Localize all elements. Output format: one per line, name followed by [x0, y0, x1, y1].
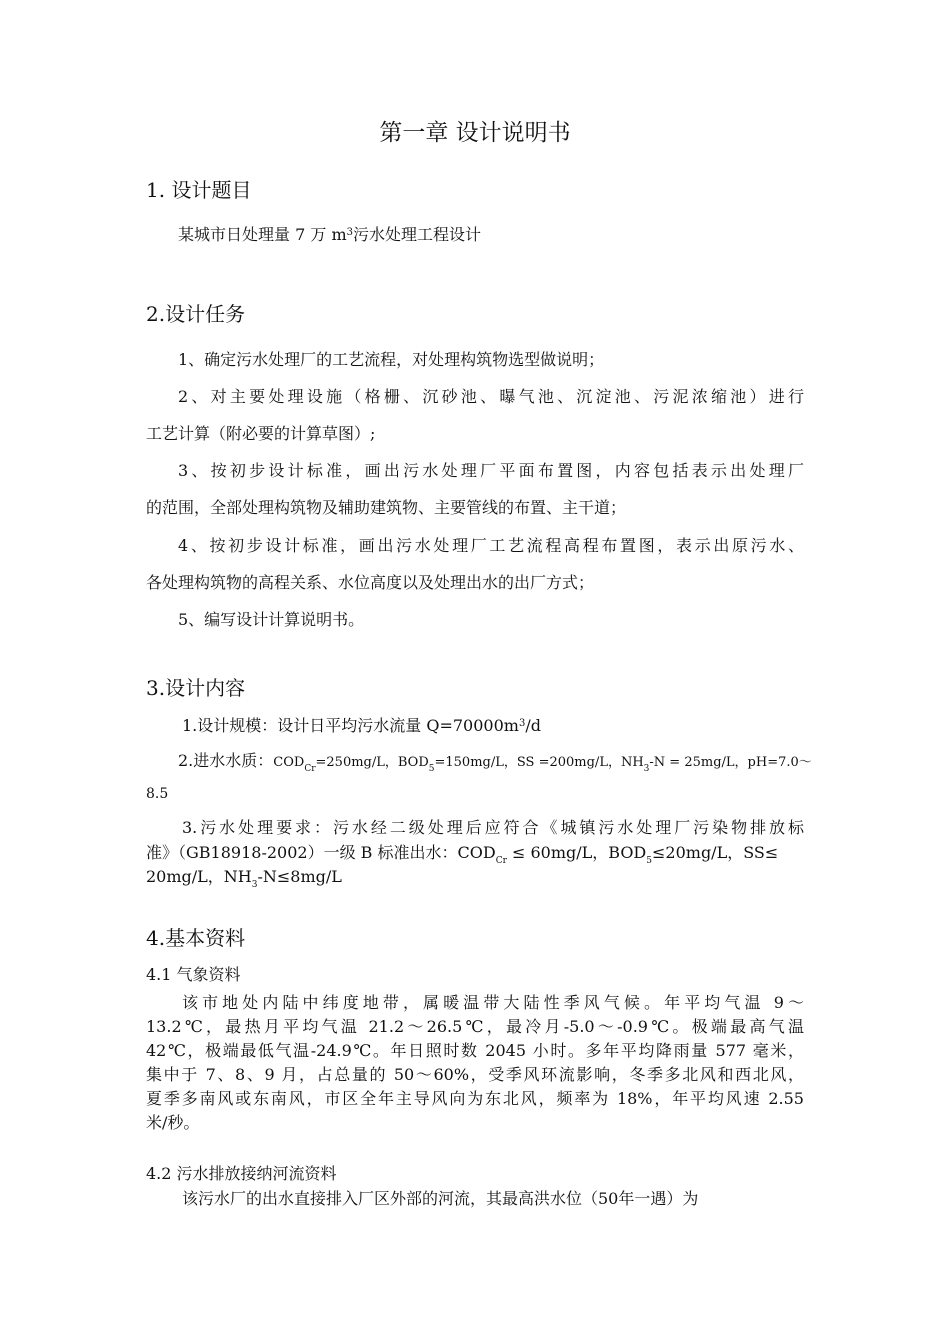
subsection-4-2: 4.2 污水排放接纳河流资料 — [146, 1164, 337, 1183]
climate-line-2: 13.2℃，最热月平均气温 21.2～26.5℃，最冷月-5.0～-0.9℃。极端最高气温 — [146, 1017, 804, 1036]
climate-line-5: 夏季多南风或东南风，市区全年主导风向为东北风，频率为 18%，年平均风速 2.55 — [146, 1089, 804, 1108]
task-item-3-line-1: 3、按初步设计标准，画出污水处理厂平面布置图，内容包括表示出处理厂 — [178, 461, 804, 480]
section-4-heading: 4.基本资料 — [146, 926, 246, 950]
chapter-title: 第一章 设计说明书 — [379, 120, 571, 146]
task-item-2-line-2: 工艺计算（附必要的计算草图）; — [146, 424, 376, 443]
design-topic-text: 某城市日处理量 7 万 $m^3$污水处理工程设计 — [178, 225, 482, 244]
effluent-req-line-1: 3.污水处理要求：污水经二级处理后应符合《城镇污水处理厂污染物排放标 — [182, 818, 804, 837]
effluent-req-line-3: 20mg/L，$NH_3-N\le 8mg/L$ — [146, 867, 342, 890]
influent-ph-end: 8.5 — [146, 786, 169, 802]
section-3-heading: 3.设计内容 — [146, 676, 246, 700]
design-scale: 1.设计规模：设计日平均污水流量 $Q=70000m^3/d$ — [182, 716, 541, 735]
climate-line-3: 42℃，极端最低气温-24.9℃。年日照时数 2045 小时。多年平均降雨量 577 毫米， — [146, 1041, 804, 1060]
task-item-1: 1、确定污水处理厂的工艺流程，对处理构筑物选型做说明； — [178, 350, 605, 369]
river-line-1: 该污水厂的出水直接排入厂区外部的河流，其最高洪水位（50年一遇）为 — [182, 1189, 699, 1208]
influent-quality: 2.进水水质：$COD_{Cr}=250mg/L$，$BOD_5=150mg/L$，SS =200mg/L，$NH_3-N = 25mg/L$，pH=7.0～ — [178, 751, 812, 774]
section-1-heading: 1. 设计题目 — [146, 178, 252, 202]
task-item-4-line-1: 4、按初步设计标准，画出污水处理厂工艺流程高程布置图，表示出原污水、 — [178, 536, 804, 555]
task-item-4-line-2: 各处理构筑物的高程关系、水位高度以及处理出水的出厂方式； — [146, 573, 595, 592]
climate-line-4: 集中于 7、8、9 月，占总量的 50～60%，受季风环流影响，冬季多北风和西北风， — [146, 1065, 804, 1084]
section-2-heading: 2.设计任务 — [146, 302, 246, 326]
effluent-req-line-2: 准》（GB18918-2002）一级 B 标准出水：$COD_{Cr} \le 60mg/L$，$BOD_5\le 20mg/L$，SS≤ — [146, 843, 779, 866]
climate-line-6: 米/秒。 — [146, 1113, 200, 1132]
task-item-3-line-2: 的范围，全部处理构筑物及辅助建筑物、主要管线的布置、主干道； — [146, 498, 627, 517]
subsection-4-1: 4.1 气象资料 — [146, 965, 241, 984]
task-item-5: 5、编写设计计算说明书。 — [178, 610, 365, 629]
task-item-2-line-1: 2、对主要处理设施（格栅、沉砂池、曝气池、沉淀池、污泥浓缩池）进行 — [178, 387, 804, 406]
climate-line-1: 该市地处内陆中纬度地带，属暖温带大陆性季风气候。年平均气温 9～ — [182, 993, 804, 1012]
